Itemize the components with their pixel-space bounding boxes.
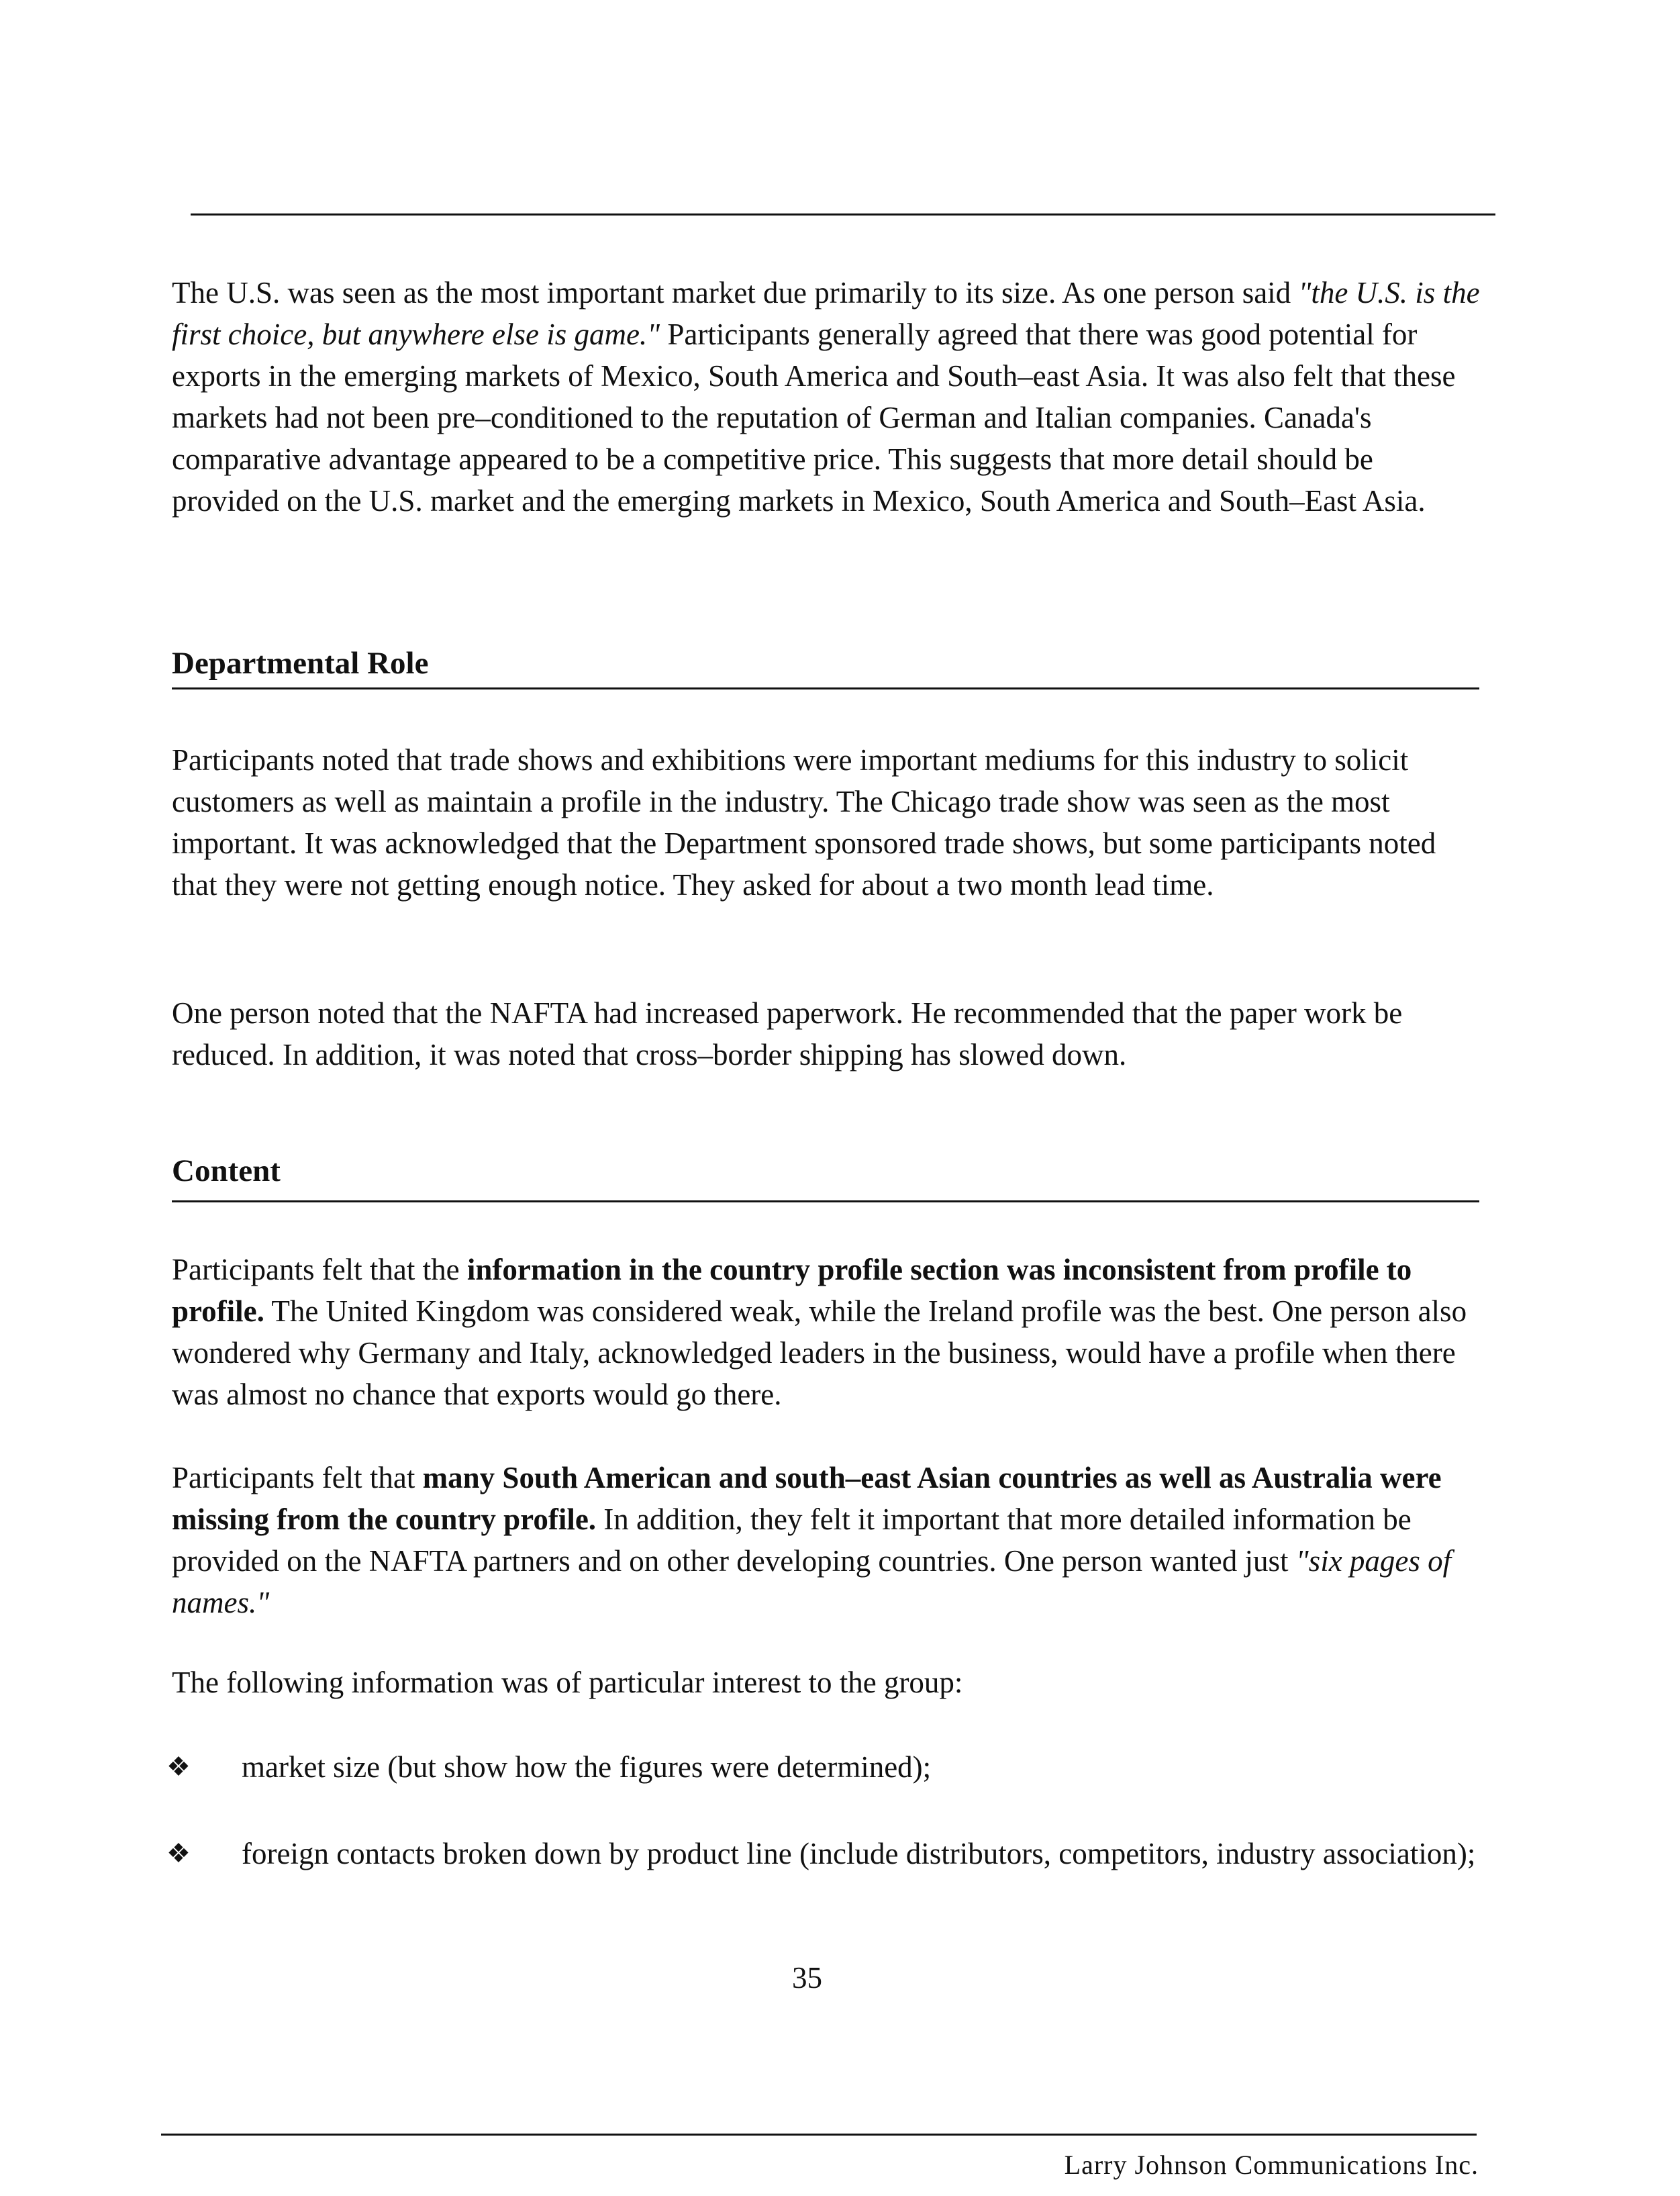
paragraph-country-profile [172, 1249, 1487, 1415]
paragraph-us-market [172, 272, 1487, 522]
text-run: Participants felt that the [172, 1253, 467, 1286]
top-rule [191, 213, 1495, 216]
paragraph-nafta-paperwork [172, 992, 1487, 1076]
bold-text: many South American and south–east Asian countries as well as Australia were missing from the country profile. [172, 1461, 1442, 1536]
bullet-item-foreign-contacts: foreign contacts broken down by product line (include distributors, competitors, industry association); [242, 1837, 1476, 1870]
footer-company-name: Larry Johnson Communications Inc. [1064, 2150, 1479, 2180]
bullet-icon: ❖ [166, 1752, 191, 1782]
footer-rule [161, 2134, 1477, 2136]
heading-departmental-role: Departmental Role [172, 646, 429, 681]
quoted-text: "six pages of names." [172, 1544, 1452, 1619]
page-number: 35 [792, 1961, 822, 1995]
paragraph-missing-countries [172, 1457, 1487, 1623]
bullet-icon: ❖ [166, 1838, 191, 1868]
quoted-text: "the U.S. is the first choice, but anywhere else is game." [172, 276, 1480, 351]
paragraph-trade-shows [172, 739, 1487, 906]
bold-text: information in the country profile section was inconsistent from profile to profile. [172, 1253, 1412, 1328]
heading-content: Content [172, 1153, 281, 1188]
paragraph-information-interest [172, 1662, 1487, 1703]
text-run: Participants generally agreed that there was good potential for exports in the emerging markets of Mexico, South America and South–east Asia. It was also felt that these markets had not been pre–conditioned to the reputation of German and Italian companies. Canada's comparative advantage appeared to be a competitive price. This suggests that more detail should be provided on the U.S. market and the emerging markets in Mexico, South America and South–East Asia. [172, 318, 1456, 518]
text-run: The following information was of particular interest to the group: [172, 1666, 963, 1699]
content-rule [172, 1200, 1479, 1202]
bullet-item-market-size: market size (but show how the figures were determined); [242, 1750, 932, 1784]
text-run: The United Kingdom was considered weak, while the Ireland profile was the best. One person also wondered why Germany and Italy, acknowledged leaders in the business, would have a profile when there was almost no chance that exports would go there. [172, 1294, 1467, 1411]
text-run: The U.S. was seen as the most important market due primarily to its size. As one person said [172, 276, 1299, 309]
departmental-role-rule [172, 687, 1479, 689]
text-run: One person noted that the NAFTA had increased paperwork. He recommended that the paper work be reduced. In addition, it was noted that cross–border shipping has slowed down. [172, 996, 1403, 1071]
text-run: In addition, they felt it important that more detailed information be provided on the NAFTA partners and on other developing countries. One person wanted just [172, 1502, 1412, 1578]
text-run: Participants noted that trade shows and exhibitions were important mediums for this industry to solicit customers as well as maintain a profile in the industry. The Chicago trade show was seen as the most important. It was acknowledged that the Department sponsored trade shows, but some participants noted that they were not getting enough notice. They asked for about a two month lead time. [172, 743, 1436, 902]
text-run: Participants felt that [172, 1461, 423, 1494]
